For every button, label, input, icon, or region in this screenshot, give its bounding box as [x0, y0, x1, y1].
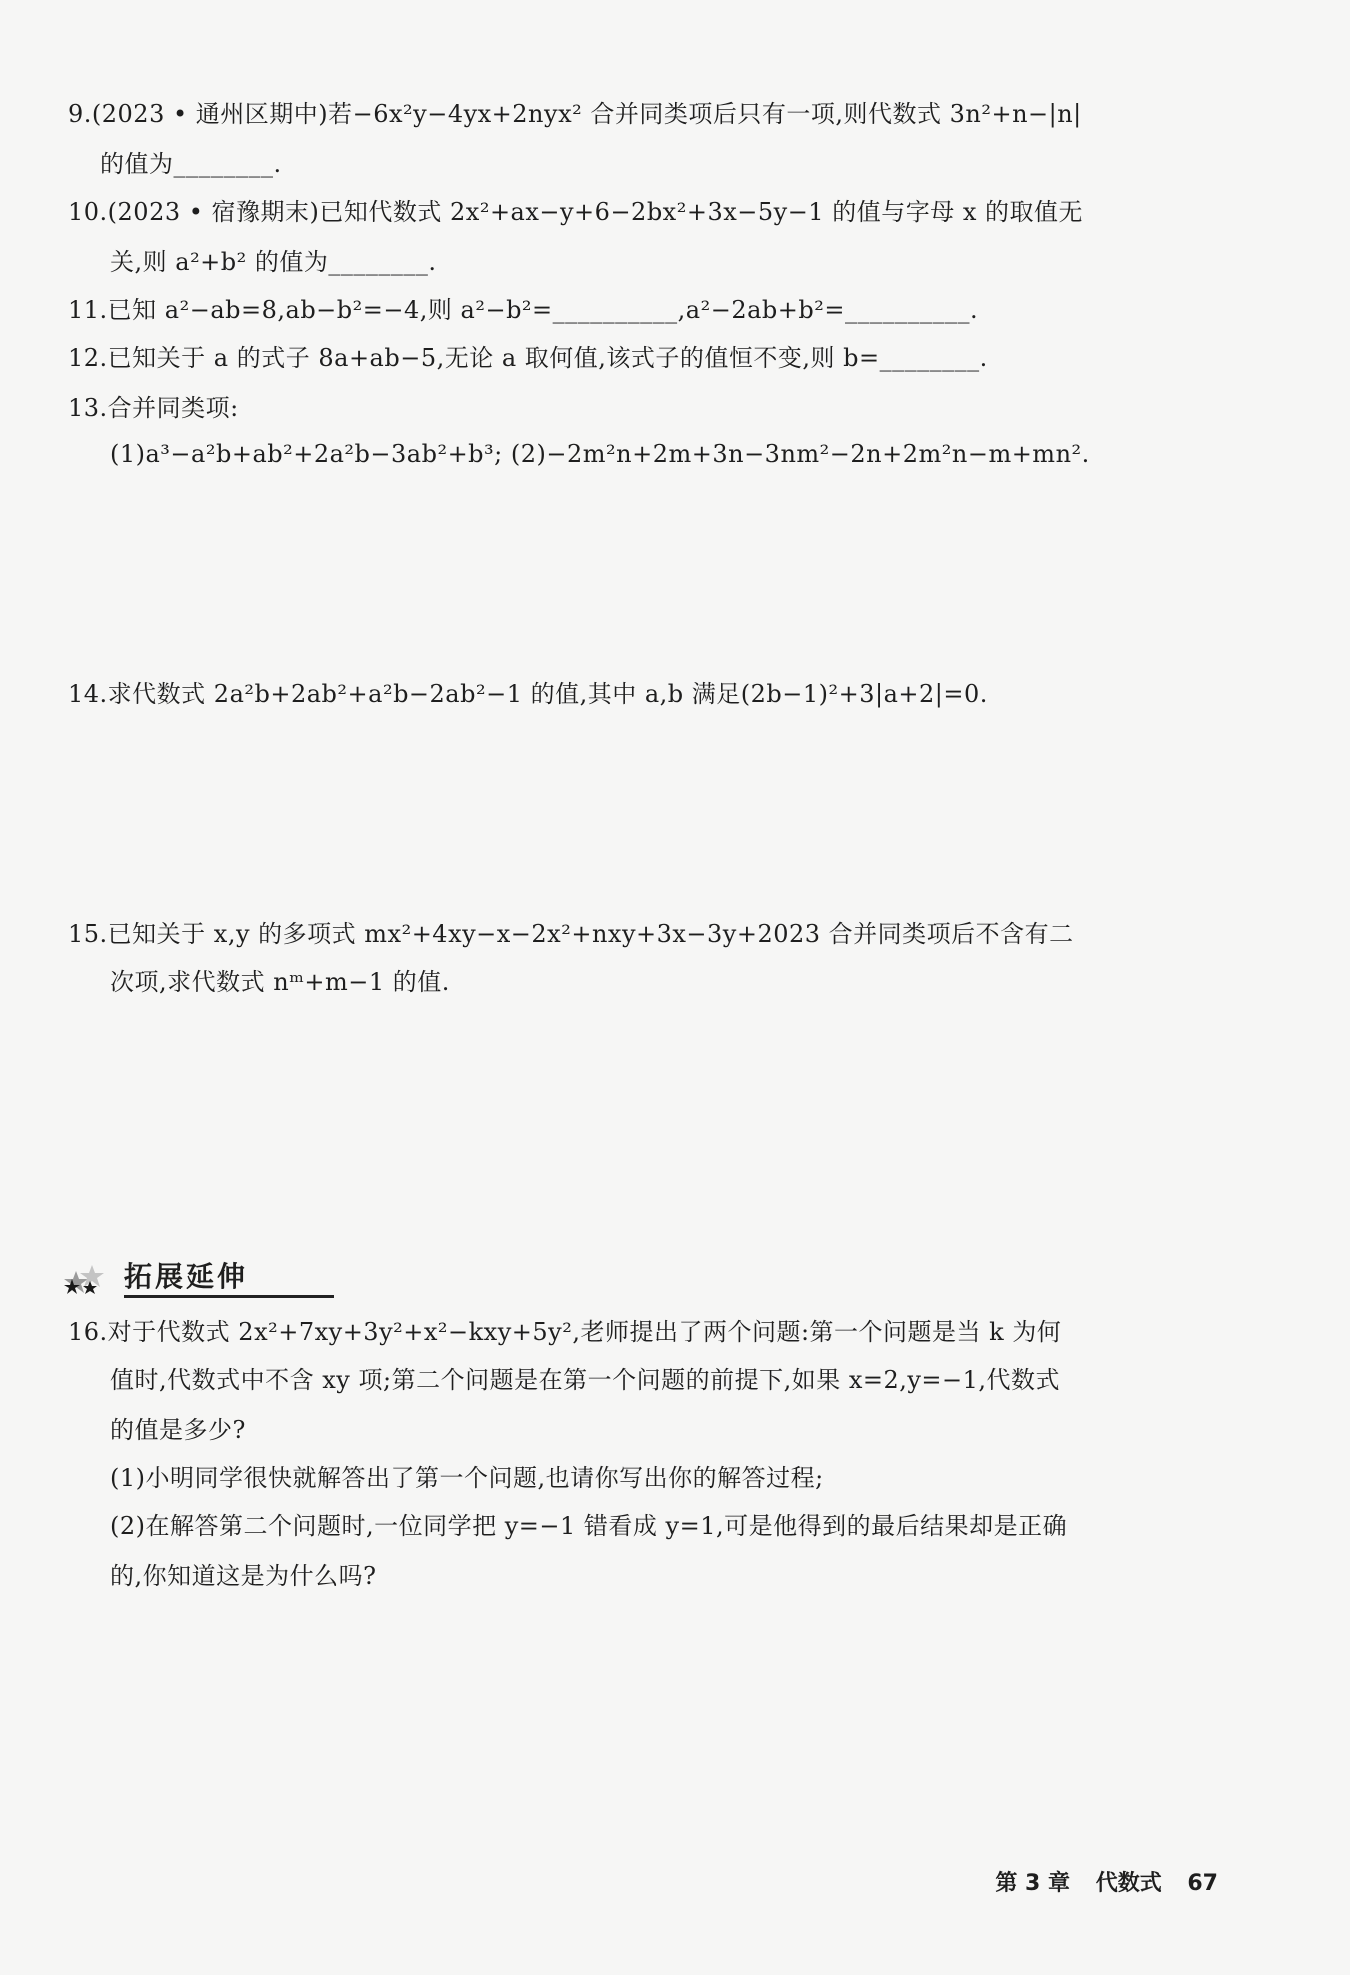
question-10-line-1: 10.(2023 • 宿豫期末)已知代数式 2x²+ax−y+6−2bx²+3x−5y−1 的值与字母 x 的取值无 [68, 198, 1083, 226]
question-16-line-1: 16.对于代数式 2x²+7xy+3y²+x²−kxy+5y²,老师提出了两个问题:第一个问题是当 k 为何 [68, 1318, 1062, 1346]
question-15-line-2: 次项,求代数式 nᵐ+m−1 的值. [110, 968, 450, 996]
question-16-line-2: 值时,代数式中不含 xy 项;第二个问题是在第一个问题的前提下,如果 x=2,y=−1,代数式 [110, 1366, 1061, 1394]
stars-icon [62, 1257, 122, 1297]
page-footer [977, 1866, 1218, 1897]
question-16-part-2-line-1: (2)在解答第二个问题时,一位同学把 y=−1 错看成 y=1,可是他得到的最后结果却是正确 [110, 1512, 1068, 1540]
question-14: 14.求代数式 2a²b+2ab²+a²b−2ab²−1 的值,其中 a,b 满足(2b−1)²+3|a+2|=0. [68, 680, 988, 708]
question-15-line-1: 15.已知关于 x,y 的多项式 mx²+4xy−x−2x²+nxy+3x−3y+2023 合并同类项后不含有二 [68, 920, 1074, 948]
question-13: 13.合并同类项: [68, 394, 239, 422]
question-11: 11.已知 a²−ab=8,ab−b²=−4,则 a²−b²=__________,a²−2ab+b²=__________. [68, 296, 979, 324]
question-13-parts: (1)a³−a²b+ab²+2a²b−3ab²+b³; (2)−2m²n+2m+3n−3nm²−2n+2m²n−m+mn². [110, 440, 1090, 468]
section-header [62, 1255, 362, 1301]
question-10-line-2: 关,则 a²+b² 的值为________. [110, 248, 437, 276]
chapter-title: 代数式 [1095, 1871, 1162, 1896]
question-16-line-3: 的值是多少? [110, 1416, 246, 1444]
question-16-part-2-line-2: 的,你知道这是为什么吗? [110, 1562, 377, 1590]
section-underline [124, 1295, 334, 1298]
chapter-label: 第 3 章 [995, 1871, 1071, 1896]
question-16-part-1: (1)小明同学很快就解答出了第一个问题,也请你写出你的解答过程; [110, 1464, 824, 1492]
question-9-line-2: 的值为________. [100, 150, 282, 178]
page-number: 67 [1187, 1871, 1218, 1896]
question-9-line-1: 9.(2023 • 通州区期中)若−6x²y−4yx+2nyx² 合并同类项后只有一项,则代数式 3n²+n−|n| [68, 100, 1082, 128]
section-title: 拓展延伸 [124, 1260, 249, 1293]
question-12: 12.已知关于 a 的式子 8a+ab−5,无论 a 取何值,该式子的值恒不变,则 b=________. [68, 344, 988, 372]
